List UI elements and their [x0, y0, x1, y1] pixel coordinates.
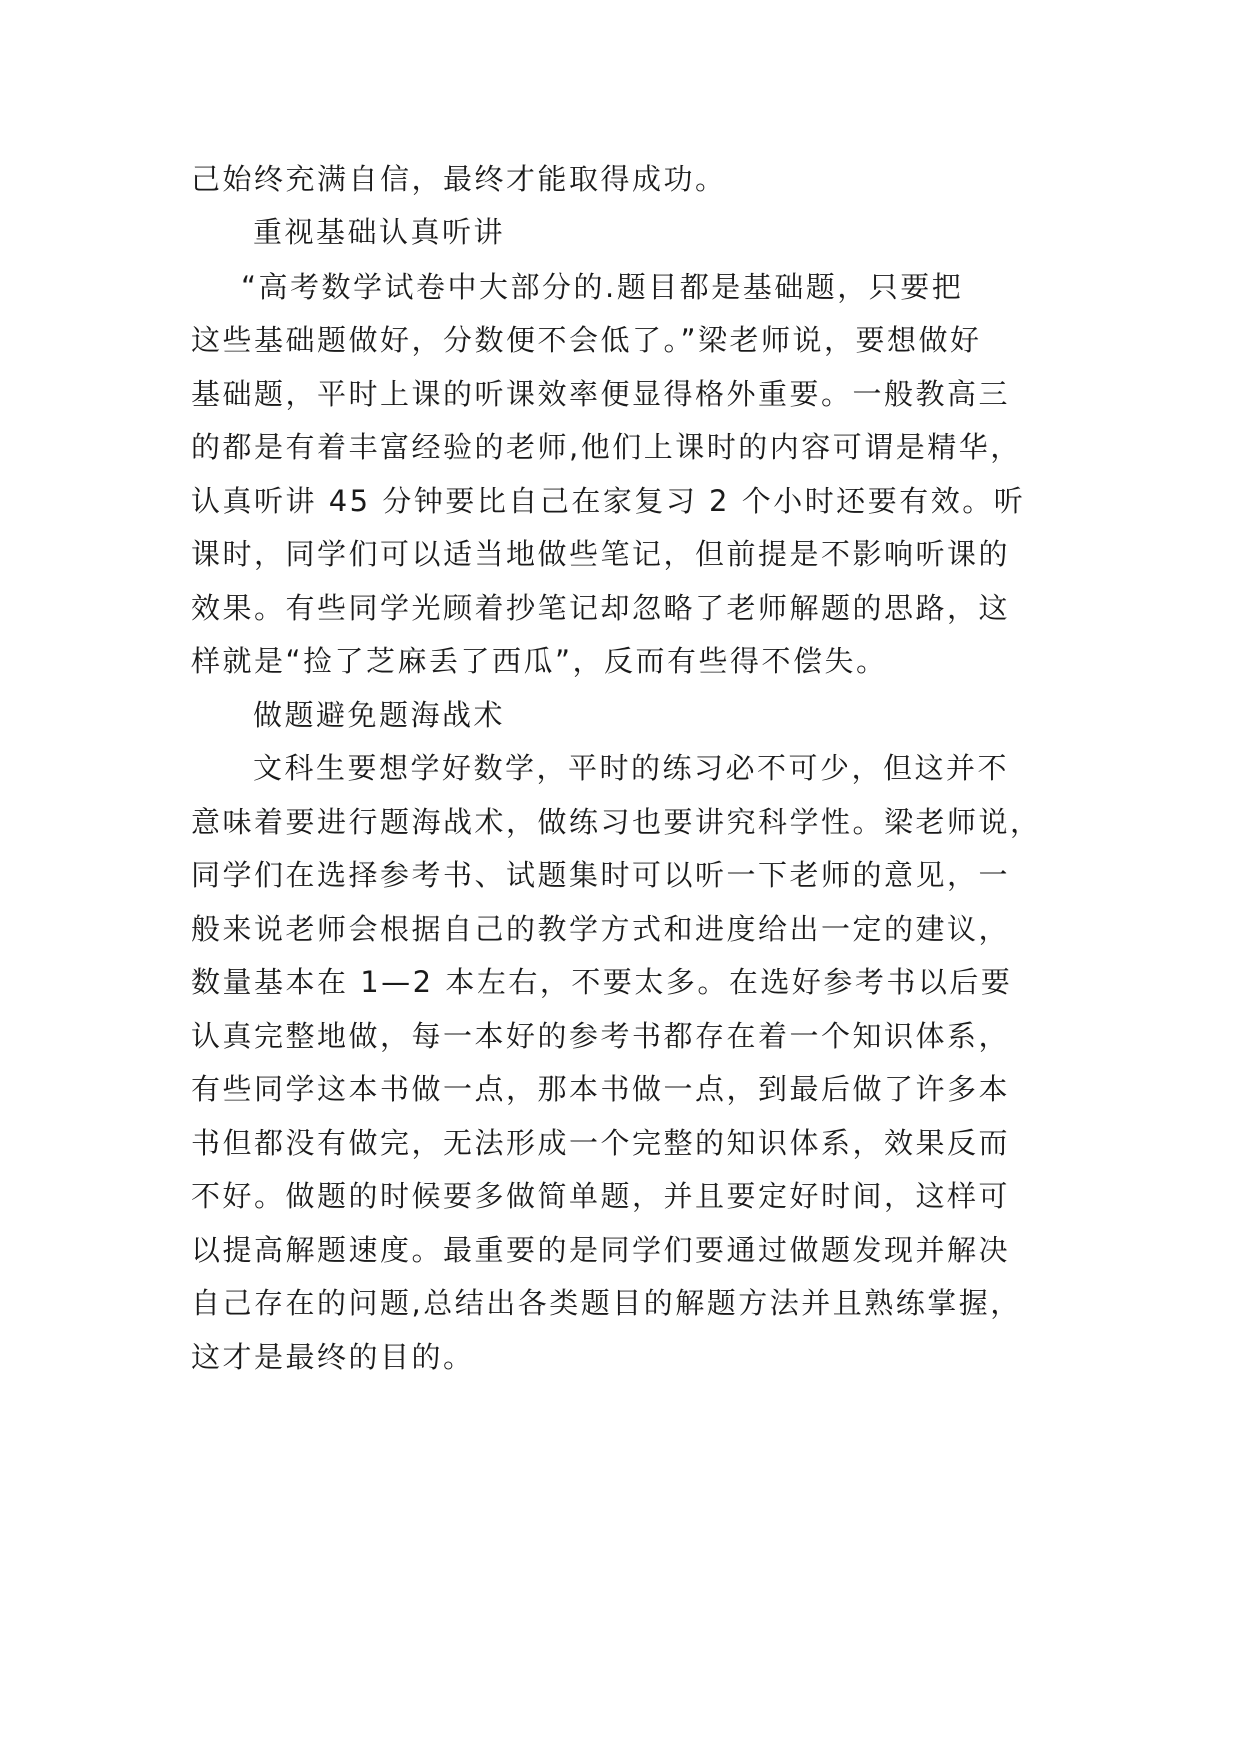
text-line: 自己存在的问题,总结出各类题目的解题方法并且熟练掌握， — [191, 1286, 1022, 1320]
text-line: 认真完整地做，每一本好的参考书都存在着一个知识体系， — [191, 1019, 1011, 1053]
text-line: 同学们在选择参考书、试题集时可以听一下老师的意见，一 — [191, 858, 1011, 892]
section-heading: 做题避免题海战术 — [253, 698, 506, 732]
text-line: 数量基本在 1—2 本左右，不要太多。在选好参考书以后要 — [191, 965, 1013, 999]
text-line: “高考数学试卷中大部分的.题目都是基础题，只要把 — [241, 270, 964, 304]
text-line: 不好。做题的时候要多做简单题，并且要定好时间，这样可 — [191, 1179, 1011, 1213]
text-line: 这才是最终的目的。 — [191, 1340, 475, 1374]
text-line: 以提高解题速度。最重要的是同学们要通过做题发现并解决 — [191, 1233, 1011, 1267]
text-line: 效果。有些同学光顾着抄笔记却忽略了老师解题的思路，这 — [191, 591, 1011, 625]
text-line: 般来说老师会根据自己的教学方式和进度给出一定的建议， — [191, 912, 1011, 946]
text-line: 课时，同学们可以适当地做些笔记，但前提是不影响听课的 — [191, 537, 1011, 571]
section-heading: 重视基础认真听讲 — [253, 215, 506, 249]
text-line: 文科生要想学好数学，平时的练习必不可少，但这并不 — [253, 751, 1010, 785]
text-line: 认真听讲 45 分钟要比自己在家复习 2 个小时还要有效。听 — [191, 484, 1026, 518]
text-line: 这些基础题做好，分数便不会低了。”梁老师说，要想做好 — [191, 323, 982, 357]
text-line: 样就是“捡了芝麻丢了西瓜”，反而有些得不偿失。 — [191, 644, 888, 678]
text-line: 基础题，平时上课的听课效率便显得格外重要。一般教高三 — [191, 377, 1011, 411]
text-line: 有些同学这本书做一点，那本书做一点，到最后做了许多本 — [191, 1072, 1011, 1106]
text-line: 书但都没有做完，无法形成一个完整的知识体系，效果反而 — [191, 1126, 1011, 1160]
text-line: 的都是有着丰富经验的老师,他们上课时的内容可谓是精华， — [191, 430, 1022, 464]
text-line: 意味着要进行题海战术，做练习也要讲究科学性。梁老师说， — [191, 805, 1042, 839]
text-line: 己始终充满自信，最终才能取得成功。 — [191, 162, 727, 196]
